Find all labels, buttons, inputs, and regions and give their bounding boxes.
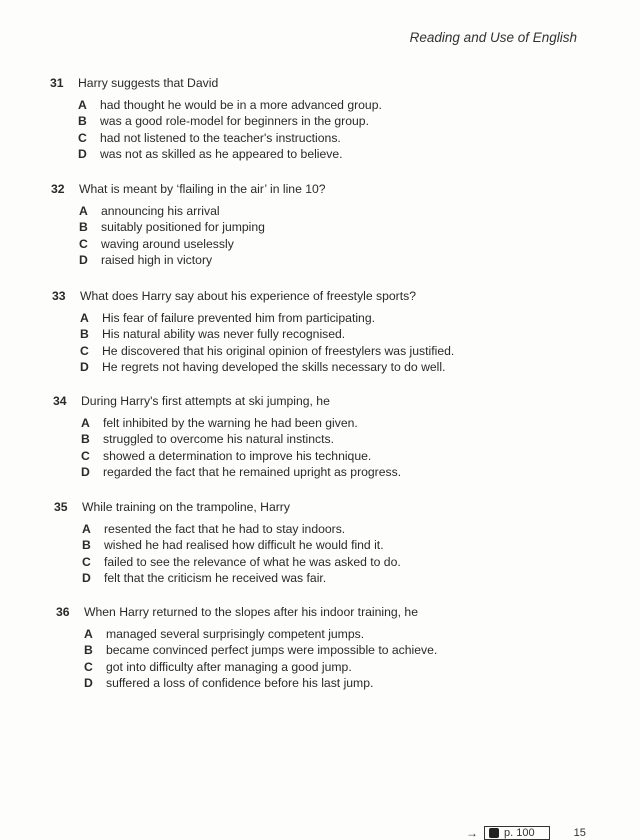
answer-option [80, 326, 454, 342]
option-letter: B [78, 114, 87, 129]
option-text: was not as skilled as he appeared to believe. [100, 146, 343, 161]
option-text: suitably positioned for jumping [101, 220, 265, 235]
option-text: His fear of failure prevented him from participating. [102, 311, 375, 325]
answer-option [84, 642, 437, 658]
option-text: raised high in victory [101, 252, 213, 267]
option-letter: B [82, 538, 91, 553]
option-letter: D [79, 252, 88, 267]
question-33 [52, 288, 454, 375]
option-text: regarded the fact that he remained upright as progress. [103, 464, 402, 479]
option-text: resented the fact that he had to stay indoors. [104, 522, 346, 536]
option-text: He regrets not having developed the skills necessary to do well. [102, 359, 446, 374]
arrow-right-icon: → [466, 826, 478, 840]
question-number: 31 [50, 76, 64, 90]
answer-option [84, 659, 437, 675]
answer-option [81, 464, 401, 480]
question-stem: What does Harry say about his experience of freestyle sports? [80, 289, 416, 303]
answer-option [80, 310, 454, 326]
option-text: failed to see the relevance of what he was asked to do. [104, 554, 401, 569]
option-letter: A [80, 311, 89, 325]
option-letter: C [82, 554, 91, 569]
answer-option [81, 431, 401, 447]
option-text: managed several surprisingly competent jumps. [106, 627, 365, 641]
option-text: struggled to overcome his natural instincts. [103, 432, 334, 447]
option-letter: A [79, 204, 88, 218]
question-number: 33 [52, 289, 66, 303]
option-letter: D [78, 146, 87, 161]
answer-option [80, 359, 454, 375]
option-letter: A [81, 416, 90, 430]
option-text: felt that the criticism he received was fair. [104, 570, 327, 585]
question-stem: During Harry's first attempts at ski jumping, he [81, 394, 330, 408]
answer-option [78, 97, 382, 113]
option-text: was a good role-model for beginners in the group. [100, 114, 369, 129]
option-text: He discovered that his original opinion of freestylers was justified. [102, 343, 455, 358]
question-35 [54, 499, 401, 586]
question-34 [53, 393, 401, 480]
answer-option [82, 537, 401, 553]
option-letter: A [82, 522, 91, 536]
section-title: Reading and Use of English [409, 30, 577, 45]
answer-option [79, 236, 326, 252]
answer-option [79, 252, 326, 268]
option-text: had thought he would be in a more advanced group. [100, 98, 382, 112]
answer-option [81, 448, 401, 464]
answer-option [84, 675, 437, 691]
option-letter: A [84, 627, 93, 641]
question-number: 32 [51, 182, 65, 196]
answer-option [78, 113, 382, 129]
page-number: 15 [573, 827, 586, 839]
option-text: suffered a loss of confidence before his last jump. [106, 675, 374, 690]
option-letter: C [80, 343, 89, 358]
answer-option [78, 146, 382, 162]
answer-option [79, 219, 326, 235]
option-letter: B [80, 327, 89, 342]
answer-option [82, 521, 401, 537]
book-icon [489, 828, 499, 838]
option-letter: D [81, 464, 90, 479]
question-31 [50, 75, 382, 162]
option-text: had not listened to the teacher's instructions. [100, 130, 341, 145]
question-stem: Harry suggests that David [78, 76, 219, 90]
answer-option [78, 130, 382, 146]
option-letter: B [79, 220, 88, 235]
answer-option [84, 626, 437, 642]
question-stem: While training on the trampoline, Harry [82, 500, 290, 514]
question-number: 36 [56, 605, 70, 619]
option-letter: A [78, 98, 87, 112]
page-reference [484, 826, 550, 840]
answer-option [81, 415, 401, 431]
page-reference-label: p. 100 [504, 827, 535, 839]
option-text: announcing his arrival [101, 204, 220, 218]
option-letter: D [82, 570, 91, 585]
question-32 [51, 181, 326, 268]
option-letter: C [84, 659, 93, 674]
question-number: 34 [53, 394, 67, 408]
option-letter: C [81, 448, 90, 463]
option-text: felt inhibited by the warning he had been given. [103, 416, 358, 430]
answer-option [80, 343, 454, 359]
option-text: became convinced perfect jumps were impossible to achieve. [106, 643, 438, 658]
answer-option [82, 570, 401, 586]
question-number: 35 [54, 500, 68, 514]
question-36 [56, 604, 437, 691]
option-letter: B [84, 643, 93, 658]
option-text: waving around uselessly [101, 236, 234, 251]
answer-option [82, 554, 401, 570]
option-letter: C [79, 236, 88, 251]
option-letter: D [80, 359, 89, 374]
page-footer [466, 826, 586, 840]
option-text: got into difficulty after managing a good jump. [106, 659, 352, 674]
question-stem: What is meant by ‘flailing in the air’ in line 10? [79, 182, 326, 196]
option-letter: B [81, 432, 90, 447]
question-stem: When Harry returned to the slopes after his indoor training, he [84, 605, 418, 619]
option-text: wished he had realised how difficult he would find it. [104, 538, 384, 553]
answer-option [79, 203, 326, 219]
option-text: showed a determination to improve his technique. [103, 448, 372, 463]
option-letter: C [78, 130, 87, 145]
option-text: His natural ability was never fully recognised. [102, 327, 346, 342]
option-letter: D [84, 675, 93, 690]
